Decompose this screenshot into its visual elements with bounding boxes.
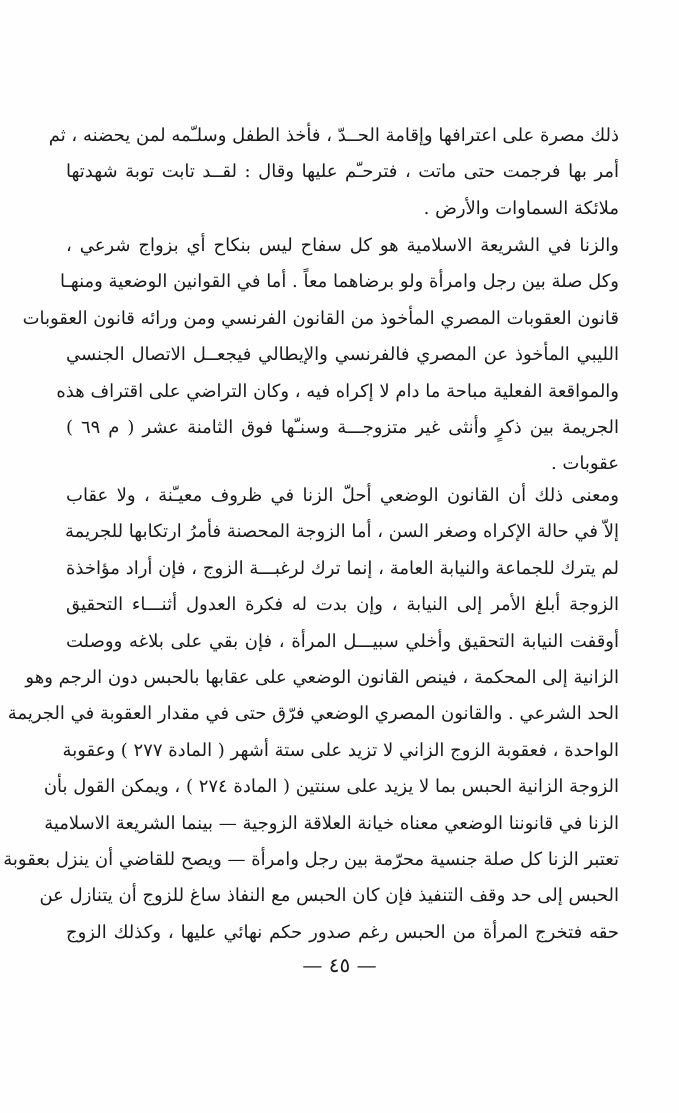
text-line: والمواقعة الفعلية مباحة ما دام لا إكراه فيه ، وكان التراضي على اقتراف هذه (56, 380, 619, 402)
paragraph-1 (48, 118, 619, 227)
page-number: — ٤٥ — (302, 953, 377, 977)
text-line: إلاّ في حالة الإكراه وصغر السن ، أما الزوجة المحصنة فأمرُ ارتكابها للجريمة (65, 521, 619, 543)
text-line: أوقفت النيابة التحقيق وأخلي سبيـــل المرأة ، فإن بقي على بلاغه ووصلت (66, 630, 619, 652)
text-line: الواحدة ، فعقوبة الزوج الزاني لا تزيد على ستة أشهر ( المادة ٢٧٧ ) وعقوبة (62, 739, 619, 761)
text-line: عقوبات . (550, 453, 619, 475)
text-line: الزنا في قانوننا الوضعي معناه خيانة العلاقة الزوجية — بينما الشريعة الاسلامية (44, 812, 619, 834)
text-line: الحبس إلى حد وقف التنفيذ فإن كان الحبس مع النفاذ ساغ للزوج أن يتنازل عن (39, 885, 619, 907)
text-line: أمر بها فرجمت حتى ماتت ، فترحـّم عليها وقال : لقــد تابت توبة شهدتها (66, 161, 619, 183)
text-line: حقه فتخرج المرأة من الحبس رغم صدور حكم نهائي عليها ، وكذلك الزوج (66, 921, 619, 943)
text-line: ومعنى ذلك أن القانون الوضعي أحلّ الزنا في ظروف معيـّنة ، ولا عقاب (66, 485, 619, 506)
paragraph-3 (3, 478, 619, 951)
text-line: وكل صلة بين رجل وامرأة ولو برضاهما معاً . أما في القوانين الوضعية ومنهـا (60, 271, 619, 293)
text-line: الزانية إلى المحكمة ، فينص القانون الوضعي على عقابها بالحبس دون الرجم وهو (25, 666, 619, 688)
text-line: ذلك مصرة على اعترافها وإقامة الحــدّ ، فأخذ الطفل وسلـّمه لمن يحضنه ، ثم (48, 125, 619, 146)
paragraph-2 (22, 228, 619, 483)
text-line: ملائكة السماوات والأرض . (423, 197, 619, 219)
text-line: الزوجة أبلغ الأمر إلى النيابة ، وإن بدت له فكرة العدول أثنـــاء التحقيق (66, 594, 619, 616)
text-line: الزوجة الزانية الحبس بما لا يزيد على سنتين ( المادة ٢٧٤ ) ، ويمكن القول بأن (43, 776, 619, 798)
text-line: الجريمة بين ذكرٍ وأنثى غير متزوجـــة وسنـّها فوق الثامنة عشر ( م ٦٩ ) (66, 416, 619, 438)
text-line: لم يترك للجماعة والنيابة العامة ، إنما ترك لرغبـــة الزوج ، فإن أراد مؤاخذة (66, 557, 619, 579)
text-line: الحد الشرعي . والقانون المصري الوضعي فرّق حتى في مقدار العقوبة في الجريمة (7, 703, 619, 725)
text-line: والزنا في الشريعة الاسلامية هو كل سفاح ليس بنكاح أي بزواج شرعي ، (66, 235, 619, 256)
text-line: قانون العقوبات المصري المأخوذ من القانون الفرنسي ومن ورائه قانون العقوبات (22, 307, 619, 329)
text-line: الليبي المأخوذ عن المصري فالفرنسي والإيطالي فيجعــل الاتصال الجنسي (66, 344, 619, 366)
text-line: تعتبر الزنا كل صلة جنسية محرّمة بين رجل وامرأة — ويصح للقاضي أن ينزل بعقوبة (3, 848, 619, 870)
